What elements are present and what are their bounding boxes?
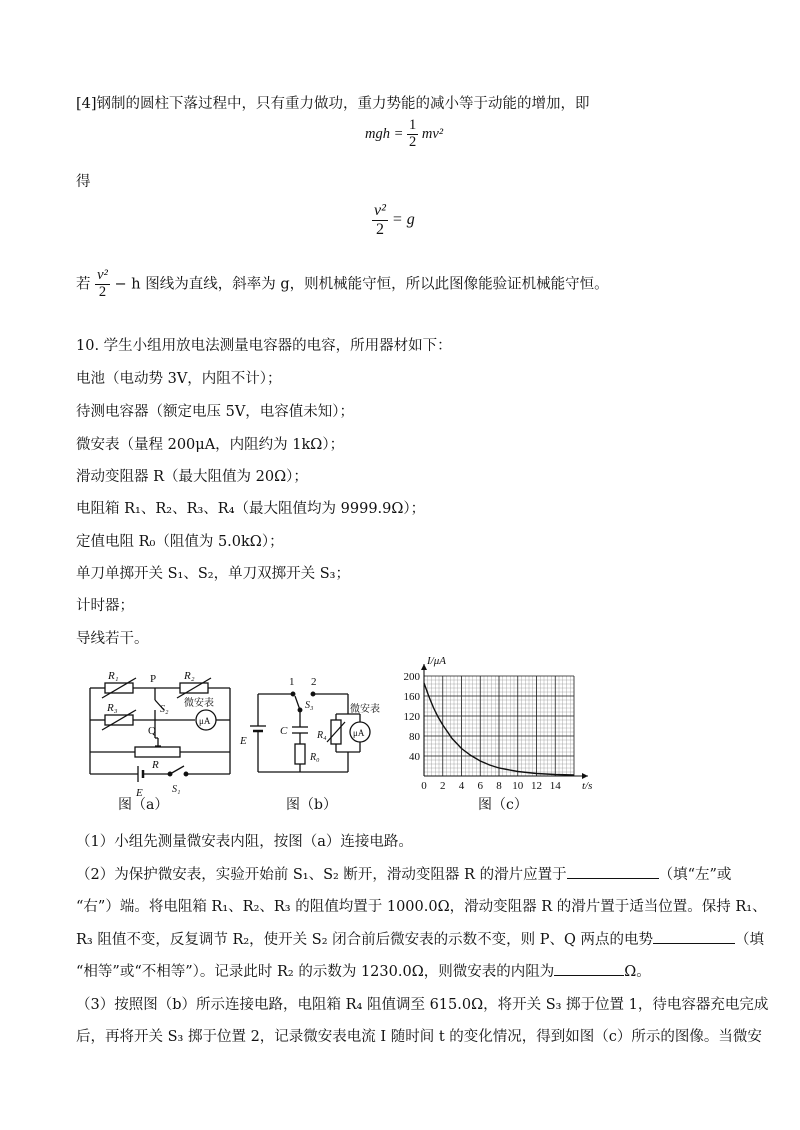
q10-item: 定值电阻 R₀（阻值为 5.0kΩ）； — [76, 534, 284, 550]
label-pos1: 1 — [289, 676, 295, 688]
label-e: E — [136, 787, 143, 799]
de-text: 得 — [76, 174, 91, 190]
equation-v2-over-2 — [372, 202, 415, 238]
x-tick-label: 2 — [440, 780, 446, 792]
y-axis-label: I/μA — [427, 655, 446, 667]
sub-2-line3 — [76, 928, 764, 949]
conclusion — [76, 268, 609, 301]
eq1-fraction — [407, 118, 418, 151]
q10-item: 导线若干。 — [76, 631, 149, 647]
label-r2: R₂ — [184, 670, 195, 682]
eq2-rhs: = g — [391, 210, 415, 228]
sub-2-line2: “右”）端。将电阻箱 R₁、R₂、R₃ 的阻值均置于 1000.0Ω，滑动变阻器 R 的滑片置于适当位置。保持 R₁、 — [76, 899, 767, 915]
x-tick-label: 0 — [421, 780, 427, 792]
meter-a-symbol: μA — [199, 716, 211, 726]
eq1-den: 2 — [409, 133, 417, 150]
x-tick-label: 10 — [512, 780, 524, 792]
label-s2: S₂ — [160, 704, 169, 715]
p4-intro: [4]钢制的圆柱下落过程中，只有重力做功，重力势能的减小等于动能的增加，即 — [76, 96, 590, 112]
x-axis-arrow — [582, 773, 588, 779]
x-tick-label: 6 — [477, 780, 483, 792]
x-axis-label: t/s — [582, 780, 593, 792]
label-r: R — [152, 759, 159, 771]
y-tick-label: 80 — [409, 731, 420, 743]
answer-blank-3[interactable] — [554, 975, 624, 976]
sub-2-line4 — [76, 960, 651, 981]
concl-fraction — [95, 268, 110, 301]
label-meter-a: 微安表 — [184, 698, 214, 709]
concl-num: v² — [97, 267, 108, 283]
sub-2c: R₃ 阻值不变，反复调节 R₂，使开关 S₂ 闭合前后微安表的示数不变，则 P、Q 两点的电势 — [76, 932, 654, 948]
eq2-fraction — [372, 202, 388, 238]
figure-b-caption: 图（b） — [286, 797, 337, 813]
answer-blank-1[interactable] — [567, 878, 659, 879]
q10-item: 微安表（量程 200μA，内阻约为 1kΩ）； — [76, 437, 345, 453]
sub-3-line1: （3）按照图（b）所示连接电路，电阻箱 R₄ 阻值调至 615.0Ω，将开关 S₃ 掷于位置 1，待电容器充电完成 — [76, 997, 769, 1013]
resistor-r0 — [295, 744, 305, 764]
label-pos2: 2 — [311, 676, 317, 688]
label-s1: S₁ — [172, 784, 181, 795]
q10-title: 10. 学生小组用放电法测量电容器的电容，所用器材如下： — [76, 338, 452, 354]
eq2-num: v² — [374, 202, 386, 219]
eq1-num: 1 — [409, 117, 417, 133]
label-r1: R₁ — [108, 670, 119, 682]
y-tick-label: 200 — [403, 671, 420, 683]
sub-2-line1 — [76, 863, 731, 884]
label-p: P — [150, 673, 157, 685]
rheostat-r — [135, 747, 180, 757]
sub-2d-end: Ω。 — [624, 964, 651, 980]
label-q: Q — [148, 725, 156, 737]
answer-blank-2[interactable] — [653, 943, 735, 944]
sub-3-line2: 后，再将开关 S₃ 掷于位置 2，记录微安表电流 I 随时间 t 的变化情况，得到如图（c）所示的图像。当微安 — [76, 1029, 762, 1045]
label-r4: R₄ — [317, 730, 327, 741]
meter-b-symbol: μA — [353, 728, 365, 738]
q10-item: 电池（电动势 3V，内阻不计）； — [76, 371, 282, 387]
y-tick-label: 120 — [403, 711, 420, 723]
y-tick-label: 40 — [409, 751, 420, 763]
q10-item: 计时器； — [76, 598, 134, 614]
sub-1: （1）小组先测量微安表内阻，按图（a）连接电路。 — [76, 834, 413, 850]
label-c: C — [280, 725, 288, 737]
figure-a-caption: 图（a） — [118, 797, 169, 813]
concl-post: − h 图线为直线，斜率为 g，则机械能守恒，所以此图像能验证机械能守恒。 — [114, 276, 609, 293]
q10-item: 滑动变阻器 R（最大阻值为 20Ω）； — [76, 469, 308, 485]
figure-c-caption: 图（c） — [478, 797, 528, 813]
concl-den: 2 — [98, 283, 107, 300]
sub-2d: “相等”或“不相等”）。记录此时 R₂ 的示数为 1230.0Ω，则微安表的内阻为 — [76, 964, 555, 980]
x-tick-label: 4 — [458, 780, 465, 792]
label-meter-b: 微安表 — [350, 704, 380, 715]
label-r0: R₀ — [310, 752, 320, 763]
concl-pre: 若 — [76, 276, 91, 293]
q10-item: 待测电容器（额定电压 5V，电容值未知）； — [76, 404, 355, 420]
sub-2c-end: （填 — [735, 932, 765, 948]
x-tick-label: 8 — [496, 780, 502, 792]
x-tick-label: 14 — [549, 780, 561, 792]
eq1-rhs: mv² — [421, 125, 444, 142]
sub-2a: （2）为保护微安表，实验开始前 S₁、S₂ 断开，滑动变阻器 R 的滑片应置于 — [76, 867, 567, 883]
chart-axes — [421, 664, 588, 779]
q10-item: 电阻箱 R₁、R₂、R₃、R₄（最大阻值均为 9999.9Ω）； — [76, 501, 426, 517]
eq2-den: 2 — [375, 220, 384, 238]
y-tick-label: 160 — [403, 691, 420, 703]
eq1-lhs: mgh = — [365, 125, 404, 142]
sub-2a-end: （填“左”或 — [658, 867, 732, 883]
label-s3: S₃ — [305, 700, 314, 711]
figure-b-circuit — [238, 672, 388, 792]
q10-item: 单刀单掷开关 S₁、S₂，单刀双掷开关 S₃； — [76, 566, 350, 582]
label-r3: R₃ — [107, 702, 118, 714]
label-e-b: E — [240, 735, 247, 747]
equation-mgh — [365, 118, 443, 151]
x-tick-label: 12 — [531, 780, 542, 792]
figure-c-chart — [398, 654, 608, 794]
